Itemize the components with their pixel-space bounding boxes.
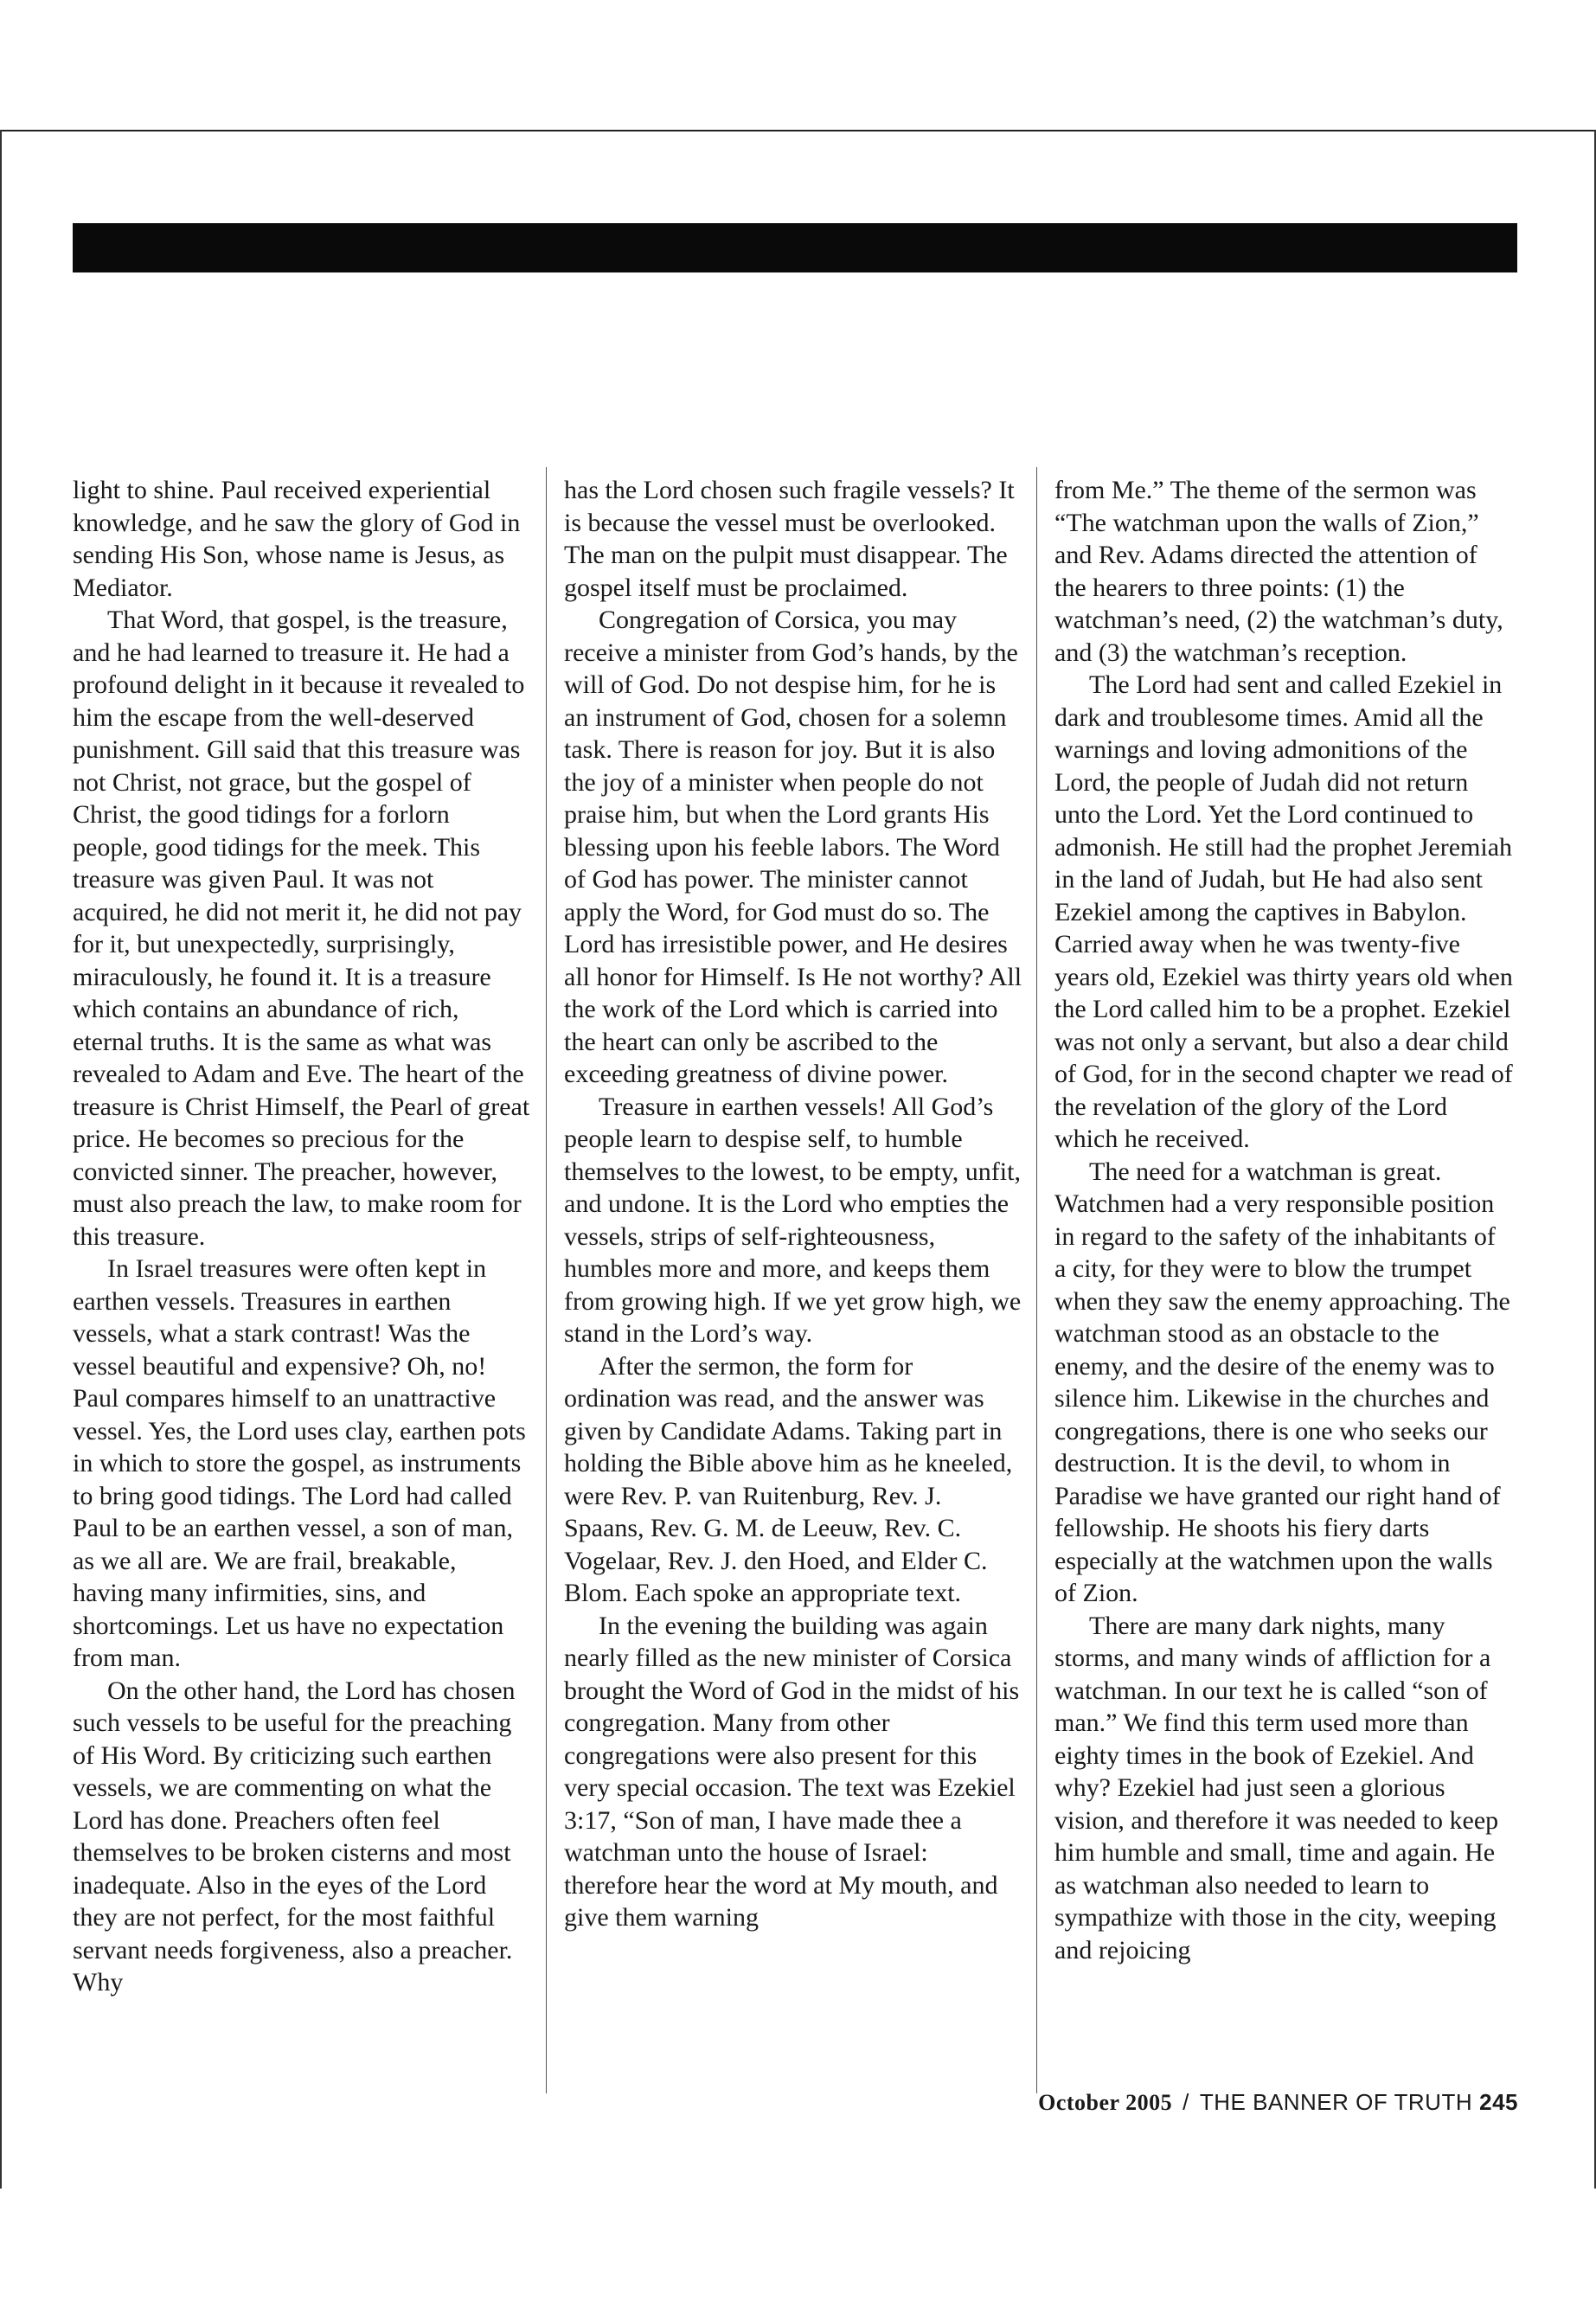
column-divider xyxy=(546,467,547,2093)
column-divider xyxy=(1036,467,1037,2093)
paragraph: Congregation of Corsica, you may receive a minister from God’s hands, by the will of God. Do not despise him, for he is an instrument of God, chosen for a solemn task. There is reason for joy. But it is also the joy of a minister when people do not praise him, but when the Lord grants His blessing upon his feeble labors. The Word of God has power. The minister cannot apply the Word, for God must do so. The Lord has irresistible power, and He desires all honor for Himself. Is He not worthy? All the work of the Lord which is carried into the heart can only be ascribed to the exceeding greatness of divine power. xyxy=(564,606,1022,1088)
text-column-1 xyxy=(73,474,531,1999)
paragraph: There are many dark nights, many storms, and many winds of affliction for a watchman. In our text he is called “son of man.” We find this term used more than eighty times in the book of Ezekiel. And why? Ezekiel had just seen a glorious vision, and therefore it was needed to keep him humble and small, time and again. He as watchman also needed to learn to sympathize with those in the city, weeping and rejoicing xyxy=(1054,1611,1499,1965)
top-border-rule xyxy=(0,130,1596,131)
paragraph: has the Lord chosen such fragile vessels? It is because the vessel must be overlooked. The man on the pulpit must disappear. The gospel itself must be proclaimed. xyxy=(564,476,1015,602)
header-banner xyxy=(73,223,1517,272)
left-border-rule xyxy=(0,130,2,2189)
publication-title: THE BANNER OF TRUTH xyxy=(1199,2089,1473,2115)
paragraph: from Me.” The theme of the sermon was “The watchman upon the walls of Zion,” and Rev. Adams directed the attention of the hearers to three points: (1) the watchman’s need, (2) the watchman’s duty, and (3) the watchman’s reception. xyxy=(1054,476,1503,667)
paragraph: On the other hand, the Lord has chosen such vessels to be useful for the preaching of His Word. By criticizing such earthen vessels, we are commenting on what the Lord has done. Preachers often feel themselves to be broken cisterns and most inadequate. Also in the eyes of the Lord they are not perfect, for the most faithful servant needs forgiveness, also a preacher. Why xyxy=(73,1676,516,1997)
text-column-2 xyxy=(564,474,1022,1934)
paragraph: After the sermon, the form for ordination was read, and the answer was given by Candidate Adams. Taking part in holding the Bible above him as he kneeled, were Rev. P. van Ruitenburg, Rev. J. Spaans, Rev. G. M. de Leeuw, Rev. C. Vogelaar, Rev. J. den Hoed, and Elder C. Blom. Each spoke an appropriate text. xyxy=(564,1351,1013,1607)
footer-separator: / xyxy=(1183,2089,1189,2115)
paragraph: In the evening the building was again nearly filled as the new minister of Corsica brought the Word of God in the midst of his congregation. Many from other congregations were also present for this very special occasion. The text was Ezekiel 3:17, “Son of man, I have made thee a watchman unto the house of Israel: therefore hear the word at My mouth, and give them warning xyxy=(564,1611,1020,1932)
paragraph: That Word, that gospel, is the treasure, and he had learned to treasure it. He had a profound delight in it because it revealed to him the escape from the well-deserved punishment. Gill said that this treasure was not Christ, not grace, but the gospel of Christ, the good tidings for a forlorn people, good tidings for the meek. This treasure was given Paul. It was not acquired, he did not merit it, he did not pay for it, but unexpectedly, surprisingly, miraculously, he found it. It is a treasure which contains an abundance of rich, eternal truths. It is the same as what was revealed to Adam and Eve. The heart of the treasure is Christ Himself, the Pearl of great price. He becomes so precious for the convicted sinner. The preacher, however, must also preach the law, to make room for this treasure. xyxy=(73,606,530,1251)
paragraph: In Israel treasures were often kept in earthen vessels. Treasures in earthen vessels, what a stark contrast! Was the vessel beautiful and expensive? Oh, no! Paul compares himself to an unattractive vessel. Yes, the Lord uses clay, earthen pots in which to store the gospel, as instruments to bring good tidings. The Lord had called Paul to be an earthen vessel, a son of man, as we all are. We are frail, breakable, having many infirmities, sins, and shortcomings. Let us have no expectation from man. xyxy=(73,1254,526,1672)
issue-date: October 2005 xyxy=(1038,2090,1173,2115)
page-number: 245 xyxy=(1479,2089,1518,2115)
text-column-3 xyxy=(1054,474,1513,1966)
paragraph: The Lord had sent and called Ezekiel in dark and troublesome times. Amid all the warnings and loving admonitions of the Lord, the people of Judah did not return unto the Lord. Yet the Lord continued to admonish. He still had the prophet Jeremiah in the land of Judah, but He had also sent Ezekiel among the captives in Babylon. Carried away when he was twenty-five years old, Ezekiel was thirty years old when the Lord called him to be a prophet. Ezekiel was not only a servant, but also a dear child of God, for in the second chapter we read of the revelation of the glory of the Lord which he received. xyxy=(1054,670,1513,1153)
page-footer xyxy=(952,2089,1518,2116)
paragraph: Treasure in earthen vessels! All God’s people learn to despise self, to humble themselves to the lowest, to be empty, unfit, and undone. It is the Lord who empties the vessels, strips of self-righteousness, humbles more and more, and keeps them from growing high. If we yet grow high, we stand in the Lord’s way. xyxy=(564,1092,1022,1348)
paragraph: light to shine. Paul received experiential knowledge, and he saw the glory of God in sending His Son, whose name is Jesus, as Mediator. xyxy=(73,476,521,602)
paragraph: The need for a watchman is great. Watchmen had a very responsible position in regard to the safety of the inhabitants of a city, for they were to blow the trumpet when they saw the enemy approaching. The watchman stood as an obstacle to the enemy, and the desire of the enemy was to silence him. Likewise in the churches and congregations, there is one who seeks our destruction. It is the devil, to whom in Paradise we have granted our right hand of fellowship. He shoots his fiery darts especially at the watchmen upon the walls of Zion. xyxy=(1054,1157,1510,1607)
